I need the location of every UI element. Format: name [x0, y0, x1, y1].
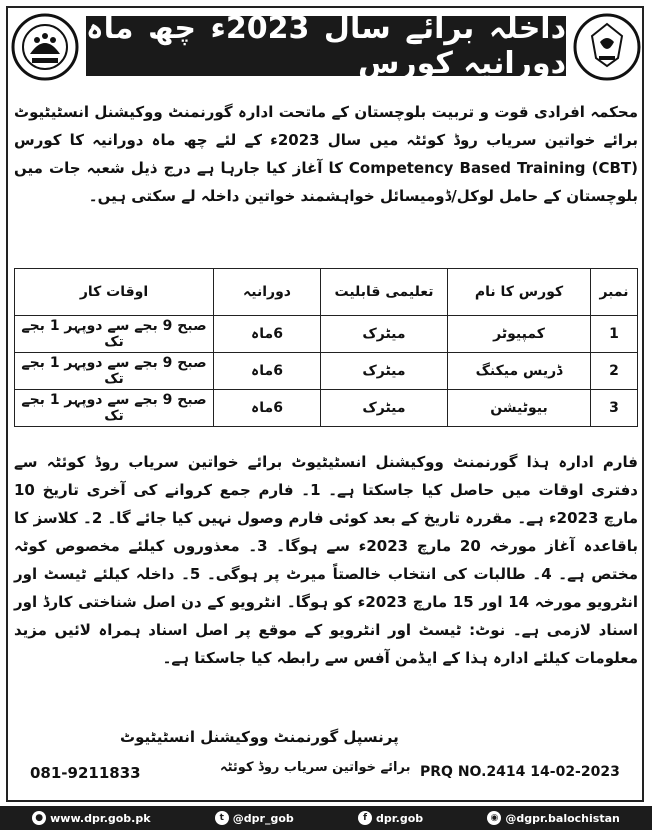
header-timings: اوقات کار: [15, 269, 214, 316]
cell-course-name: ڈریس میکنگ: [448, 353, 591, 390]
footer-twitter[interactable]: [215, 811, 294, 825]
balochistan-emblem-icon: [10, 12, 80, 82]
footer-twitter-text: @dpr_gob: [232, 811, 294, 825]
header-course-name: کورس کا نام: [448, 269, 591, 316]
cell-duration: 6ماہ: [214, 353, 321, 390]
globe-icon: ●: [32, 811, 46, 825]
cell-course-name: کمپیوٹر: [448, 316, 591, 353]
table-row: [15, 390, 638, 427]
government-emblem-icon: [572, 12, 642, 82]
cell-number: 2: [591, 353, 638, 390]
footer-instagram[interactable]: [487, 811, 619, 825]
table-header-row: [15, 269, 638, 316]
footer-facebook[interactable]: [358, 811, 423, 825]
table-row: [15, 316, 638, 353]
footer-instagram-text: @dgpr.balochistan: [505, 811, 620, 825]
institute-address: برائے خواتین سریاب روڈ کوئٹہ: [220, 760, 411, 775]
footer-facebook-text: dpr.gob: [376, 811, 424, 825]
cell-duration: 6ماہ: [214, 390, 321, 427]
cell-duration: 6ماہ: [214, 316, 321, 353]
header-qualification: تعلیمی قابلیت: [321, 269, 448, 316]
cell-qualification: میٹرک: [321, 316, 448, 353]
page-title: داخلہ برائے سال 2023ء چھ ماہ دورانیہ کورس: [86, 11, 566, 81]
prq-number: PRQ NO.2414 14-02-2023: [420, 764, 620, 780]
cell-qualification: میٹرک: [321, 353, 448, 390]
header-duration: دورانیہ: [214, 269, 321, 316]
cell-timings: صبح 9 بجے سے دوپہر 1 بجے تک: [15, 353, 214, 390]
cell-number: 1: [591, 316, 638, 353]
intro-paragraph: محکمہ افرادی قوت و تربیت بلوچستان کے ماتحت ادارہ گورنمنٹ ووکیشنل انسٹیٹیوٹ برائے خواتین سریاب روڈ کوئٹہ میں سال 2023ء کے لئے چھ ماہ دورانیہ کا کورس Competency Based Training (CBT) کا آغاز کیا جارہا ہے درج ذیل شعبہ جات میں بلوچستان کے حامل لوکل/ڈومیسائل خواہشمند خواتین داخلہ لے سکتی ہیں۔: [14, 103, 638, 205]
cell-number: 3: [591, 390, 638, 427]
facebook-icon: f: [358, 811, 372, 825]
cell-course-name: بیوٹیشن: [448, 390, 591, 427]
cell-timings: صبح 9 بجے سے دوپہر 1 بجے تک: [15, 316, 214, 353]
table-row: [15, 353, 638, 390]
footer-website[interactable]: [32, 811, 150, 825]
twitter-icon: t: [215, 811, 229, 825]
signature-title: پرنسپل گورنمنٹ ووکیشنل انسٹیٹیوٹ: [120, 728, 399, 746]
cell-qualification: میٹرک: [321, 390, 448, 427]
footer-website-text: www.dpr.gob.pk: [50, 811, 151, 825]
cell-timings: صبح 9 بجے سے دوپہر 1 بجے تک: [15, 390, 214, 427]
phone-number: 081-9211833: [30, 764, 141, 782]
details-paragraph: فارم ادارہ ہذا گورنمنٹ ووکیشنل انسٹیٹیوٹ برائے خواتین سریاب روڈ کوئٹہ سے دفتری اوقات میں حاصل کیا جاسکتا ہے۔ 1۔ فارم جمع کروانے کی آخری تاریخ 10 مارچ 2023ء ہے۔ مقررہ تاریخ کے بعد کوئی فارم وصول نہیں کیا جائے گا۔ 2۔ کلاسز کا باقاعدہ آغاز مورخہ 20 مارچ 2023ء سے ہوگا۔ 3۔ معذوروں کیلئے مخصوص کوٹہ مختص ہے۔ 4۔ طالبات کی انتخاب خالصتاً میرٹ پر ہوگی۔ 5۔ داخلہ کیلئے ٹیسٹ اور انٹرویو مورخہ 14 اور 15 مارچ 2023ء کو ہوگا۔ انٹرویو کے دن اصل شناختی کارڈ اور اسناد لازمی ہے۔ نوٹ: ٹیسٹ اور انٹرویو کے موقع پر اصل اسناد ہمراہ لائیں مزید معلومات کیلئے ادارہ ہذا کے ایڈمن آفس سے رابطہ کیا جاسکتا ہے۔: [14, 453, 639, 667]
footer-bar: [0, 806, 652, 830]
instagram-icon: ◉: [487, 811, 501, 825]
header-number: نمبر: [591, 269, 638, 316]
courses-table: [14, 268, 638, 427]
